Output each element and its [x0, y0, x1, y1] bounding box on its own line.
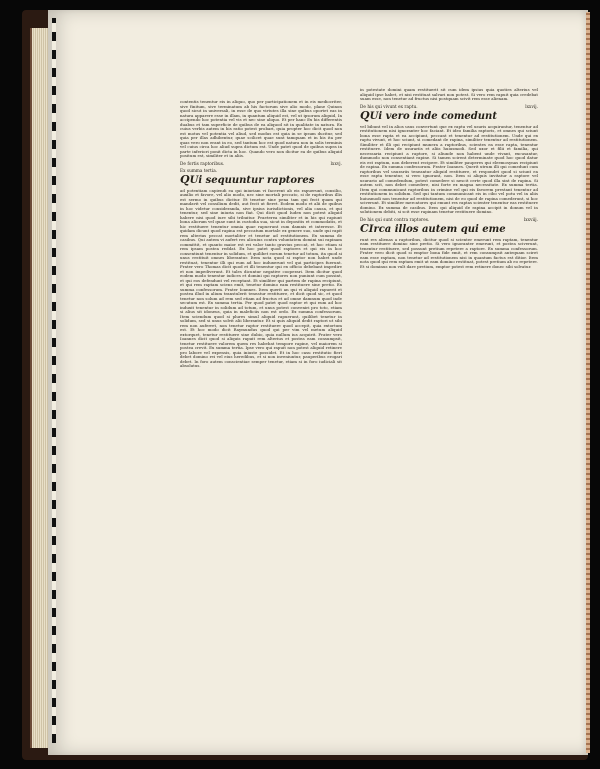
rubric-text: De fortis raptoribus. [180, 160, 225, 166]
book-page [48, 10, 588, 755]
right-column [360, 88, 538, 728]
right-rubric-1 [360, 104, 538, 109]
right-rubric-2 [360, 217, 538, 222]
left-intro-text: contentis tenentur eis in aliquo, quo per participationem et in eis mediocriter, sive finitum, sive terminatum ab his factorum sive alio modo, plane Quinon quod sicut in universali, in esse de quo virtutes illa sine quibus oportet eas in natura apparere esse in illam, in quantum aliquid est, vel ut ipsorum aliquid, In accipendo hoc potentia vel vis et nec sine aliquo. Et per hanc Ex his differentis duabus et tam superficie de quibus de ea aliquod sit in qualitate in natura. Ex cuius verbis autem in his ratio potest probari, quia propter hoc dicit quod non est motus vel potentia vel aliud, sed modus est quia in se ipsum ducitur, sed quia per illas adhibentur, quae scilicet quae sunt tamquam et in his ita per quas vero non erant in eo, sed tantum hoc est quod natura non in solis terminis vel cuius circa hoc aliud supra dictum est. Unde patet quod de quibus supra in parte inferiori ponit dicta in hoc. Quando vero non dicitur ea de quibus aliquid positum est, similiter et in aliis. [180, 100, 342, 158]
folio-number: lxxvij. [525, 103, 538, 109]
initial-capital: C [360, 221, 369, 235]
heading-text: Ui sequuntur raptores [189, 174, 315, 186]
left-rubric-1 [180, 161, 342, 166]
section-heading-2 [360, 221, 538, 235]
left-rubric-2: Ex summa tertia. [180, 167, 218, 173]
folio-number: lxxviij. [523, 216, 538, 222]
scale-ruler [52, 18, 56, 743]
right-body-text-2: runt res alienas a raptoribus, dicitur quod si scienter emerunt rem raptam, tenentur eam restituere domino sine pretio. Si vero ignoranter emerunt, et postea sciverunt, tenentur restituere, sed possunt pretium repetere a raptore. Ex summa confessorum. Frater vero dicit quod si emptor bona fide emit, et rem consumpsit antequam sciret eam esse raptam, non tenetur ad restitutionem nisi in quantum factus est ditior. Item nota quod qui rem raptam emit ut eam domino restituat, potest pretium ab eo repetere. Et si dominus non vult dare pretium, emptor potest rem retinere donec sibi solvatur. [360, 236, 538, 269]
folio-number: lxxvj. [330, 160, 342, 166]
right-top-text: in potestate domini quam restituerit sit cum idem ipsius quia quoties alterius vel aliquid ipse habet, et nisi restituat salvari non potest. Si vero rem rapuit quia credebat suam esse, non tenetur ad fructus nisi postquam scivit rem esse alienam. [360, 88, 538, 101]
heading-text: Irca illos autem qui eme [368, 223, 506, 235]
rubric-text: De his qui vivunt ex raptu. [360, 103, 418, 109]
section-heading [180, 172, 342, 186]
heading-text: Ui vero inde comedunt [369, 110, 497, 122]
initial-capital: Q [180, 172, 190, 186]
page-edge [586, 12, 590, 753]
left-column [180, 100, 342, 720]
left-body-text: ad potentiam capiendi ea qui iniuriam vi facerent ab eis rapuerunt, consilio, auxilio et favore, vel alio modo, nec sine mortali peccato, si de raptoribus illis est sermo in quibus dicitur. Et tenetur sine pena tam qui fecit quam qui mandavit vel consilium dedit, aut fecit ut fieret. Eodem modo et alii de quibus in hoc videtur consideranda, sive ipsius iurisdictionis, vel alia causa, et qui tenentur, sed sine iniuria non fiat. Qui dicit quod Iudex non potest aliquid habere nisi quod iure sibi tribuitur. Praeterea similiter et in his qui rapiunt bona aliorum vel quae sunt in custodia sua, sicut in depositis et commodatis, et hic restituere tenentur omnia quae rapuerunt cum damnis et interesse. Et quidam dicunt quod rapina est peccatum mortale ex genere suo, unde qui rapit rem alterius peccat mortaliter et tenetur ad restitutionem. Ex summa de casibus. Qui autem vi aufert res alicuius contra voluntatem domini sui rapinam committit, et quanto maior est rei valor tanto gravius peccat, et hoc etiam si rem ipsam postea reddat. Ex hoc patet quod raptores et qui eis in hoc consentiunt tenentur in solidum, et quilibet eorum tenetur ad totum, ita quod si unus restituit omnes liberantur. Item nota quod si raptor non habet unde restituat, tenentur illi qui eum ad hoc induxerunt vel qui participes fuerunt. Frater vero Thomas dicit quod et illi tenentur qui ex officio debebant impedire et non impediverunt. Et tales dicuntur negative cooperari. Item dicitur quod eodem modo tenentur iudices et domini qui raptores non puniunt cum possint, et qui eos defendunt vel receptant. Et similiter qui partem de rapina recipiunt, et qui rem raptam sciens emit, tenetur domino eam restituere sine pretio. Ex summa confessorum. Frater Ioannes. Item querit an qui vi aliquid rapuerit et postea illud in alium transtulerit teneatur restituere, et dicit quod sic, et quod tenetur non solum ad rem sed etiam ad fructus et ad omne damnum quod inde secutum est. Ex summa tertia. Per quod patet quod raptor et qui eum ad hoc induxit tenentur in solidum ad totum, et unus potest conveniri pro toto, etiam si alius sit idoneus, quia in maleficiis non est ordo. Ex summa confessorum. Item sciendum quod si plures simul aliquid rapuerunt, quilibet tenetur in solidum, sed si unus solvit alii liberantur. Et si quis aliquid dedit raptori ut sibi rem non auferret, non tenetur raptor restituere quod accepit, quia extortum est. Et hoc modo dicit Raymundus quod qui per vim vel metum aliquid extorquet, tenetur restituere sine dubio, quia nullum ius acquirit. Frater vero Ioannes dicit quod si aliquis rapuit rem alterius et postea eam consumpsit, tenetur restituere valorem quem res habebat tempore rapine, vel maiorem si postea crevit. Ex summa tertia. Ipse vero qui rapuit non potest aliquid retinere pro labore vel expensis, quia iniuste possidet. Et in hoc casu restitutio fieri debet domino rei vel eius heredibus, et si non inveniuntur, pauperibus erogari debet. In foro autem conscientiae semper tenetur, etiam si in foro iudiciali sit absolutus. [180, 187, 342, 368]
section-heading [360, 108, 538, 122]
right-body-text-1: vel bibunt vel in alios usus convertunt que ex raptu vel usuris acquiruntur, tenentur ad restitutionem nisi ignoranter hoc faciant. Et ideo familia raptoris, et omnes qui sciunt bona esse rapta et ea accipiunt, peccant et tenentur ad restitutionem. Unde qui ex raptu vivunt, et hoc sciunt, si comedant de rapina, similiter tenentur ad restitutionem. Similiter et illi qui recipiunt munera a raptoribus, scientes ea esse rapta, tenentur restituere. Idem de usurariis et aliis huiusmodi. Sed uxor et filii et familia, qui necessaria recipiunt a raptore, si aliunde non habent unde vivant, excusantur, dummodo non consentiant rapine. Si tamen scirent determinate quod hoc quod datur eis est raptum, non deberent recipere. Et similiter pauperes qui eleemosynas recipiunt de rapina. Ex summa confessorum. Frater Ioannes. Querit utrum illi qui comedunt cum raptoribus vel usurariis teneantur aliquid restituere, et respondet quod si sciunt ea esse rapta tenentur, si vero ignorant, non. Item si aliquis invitatur a raptore vel usurario ad comedendum, potest comedere si nescit certe quod illa sint de rapina. Si autem scit, non debet comedere, nisi forte ex magna necessitate. Ex summa tertia. Item qui communicant raptoribus in crimine vel qui eis favorem prestant tenentur ad restitutionem in solidum. Sed qui tantum communicant eis in cibo vel potu vel in aliis huiusmodi non tenentur ad restitutionem, nisi de eo quod de rapina comederunt, si hoc sciverunt. Et similiter mercatores qui emunt res raptas scienter tenentur eas restituere domino. Ex summa de casibus. Item qui aliquid de rapina accipit in donum vel in solutionem debiti, si scit esse rapinam tenetur restituere domino. [360, 123, 538, 214]
initial-capital: Q [360, 108, 370, 122]
rubric-text: De his qui sunt contra raptores. [360, 216, 430, 222]
